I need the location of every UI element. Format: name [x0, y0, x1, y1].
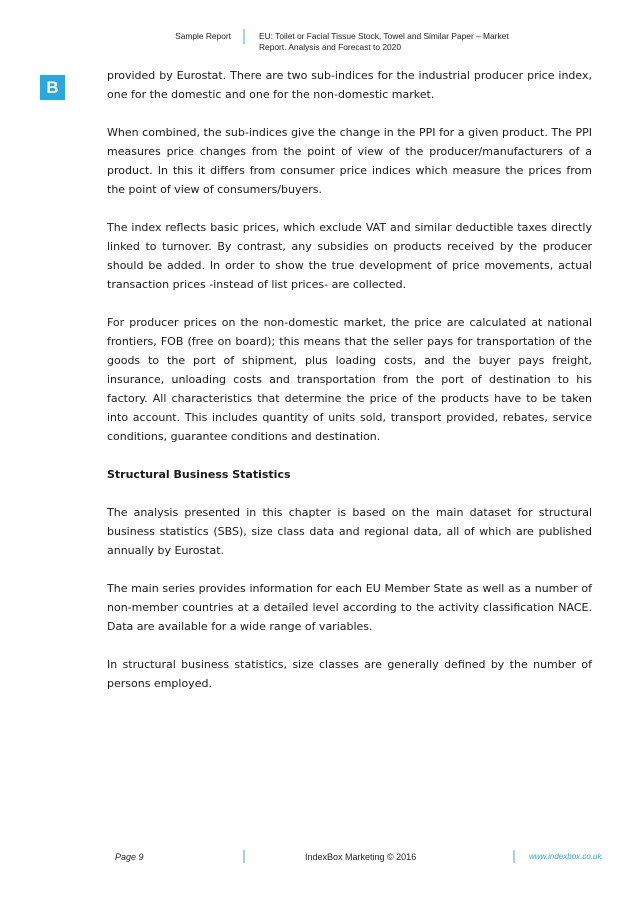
paragraph-sbs-dataset: The analysis presented in this chapter is based on the main dataset for structural business statistics (SBS), size class data and regional data, all of which are published annually by Eurostat.: [107, 506, 592, 557]
paragraph-non-domestic-prices: For producer prices on the non-domestic market, the price are calculated at national frontiers, FOB (free on board); this means that the seller pays for transportation of the goods to the port of shipment, plus loading costs, and the buyer pays freight, insurance, unloading costs and transportation from the port of destination to his factory. All characteristics that determine the price of the products have to be taken into account. This includes quantity of units sold, transport provided, rebates, service conditions, guarantee conditions and destination.: [107, 316, 592, 443]
indexbox-logo: [40, 75, 65, 100]
header-title-line-2: Report. Analysis and Forecast to 2020: [259, 42, 401, 52]
footer-website-link[interactable]: www.indexbox.co.uk: [529, 852, 602, 861]
page-footer: [97, 849, 615, 867]
paragraph-basic-prices: The index reflects basic prices, which exclude VAT and similar deductible taxes directly linked to turnover. By contrast, any subsidies on products received by the producer should be added. In order to show the true development of price movements, actual transaction prices -instead of list prices- are collected.: [107, 221, 592, 291]
page-body: [107, 66, 592, 693]
paragraph-ppi-combined: When combined, the sub-indices give the change in the PPI for a given product. The PPI measures price changes from the point of view of the producer/manufacturers of a product. In this it differs from consumer price indices which measure the prices from the point of view of consumers/buyers.: [107, 126, 592, 196]
paragraph-ppi-subindices: provided by Eurostat. There are two sub-indices for the industrial producer price index, one for the domestic and one for the non-domestic market.: [107, 69, 592, 101]
page-number: Page 9: [115, 852, 144, 862]
header-report-type: Sample Report: [175, 31, 231, 41]
footer-divider-right: [513, 850, 515, 863]
header-title-line-1: EU: Toilet or Facial Tissue Stock, Towel and Similar Paper – Market: [259, 31, 509, 41]
paragraph-size-classes: In structural business statistics, size classes are generally defined by the number of persons employed.: [107, 658, 592, 690]
footer-copyright: IndexBox Marketing © 2016: [305, 852, 417, 862]
footer-divider-left: [243, 850, 245, 863]
header-title: [259, 31, 559, 53]
logo-letter: B: [46, 77, 59, 97]
header-divider: [243, 29, 245, 44]
section-heading-sbs: Structural Business Statistics: [107, 468, 291, 481]
paragraph-main-series: The main series provides information for each EU Member State as well as a number of non-member countries at a detailed level according to the activity classification NACE. Data are available for a wide range of variables.: [107, 582, 592, 633]
